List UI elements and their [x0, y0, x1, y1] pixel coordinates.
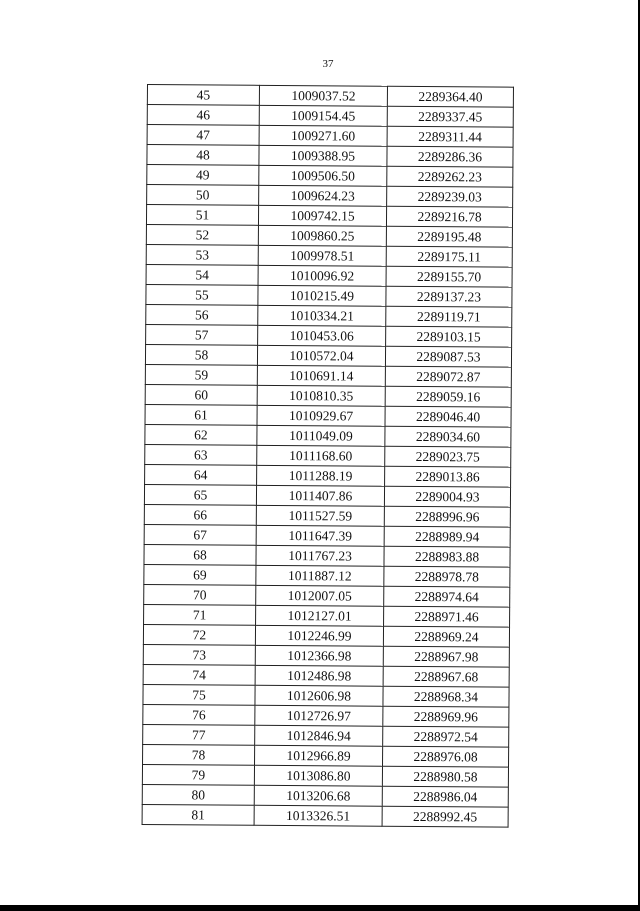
- point-number-cell: 50: [147, 185, 259, 206]
- easting-cell: 1011049.09: [257, 425, 385, 446]
- point-number-cell: 63: [145, 444, 257, 465]
- easting-cell: 1010572.04: [257, 345, 385, 366]
- point-number-cell: 68: [144, 544, 256, 565]
- table-row: [145, 364, 511, 387]
- easting-cell: 1012246.99: [255, 625, 383, 646]
- northing-cell: 2289119.71: [386, 306, 512, 327]
- point-number-cell: 76: [143, 704, 255, 725]
- table-row: [145, 404, 511, 427]
- point-number-cell: 64: [145, 464, 257, 485]
- table-row: [146, 304, 512, 327]
- easting-cell: 1009624.23: [259, 185, 387, 206]
- easting-cell: 1009037.52: [259, 85, 387, 106]
- easting-cell: 1009388.95: [259, 145, 387, 166]
- northing-cell: 2289046.40: [385, 406, 511, 427]
- point-number-cell: 73: [143, 644, 255, 665]
- table-row: [146, 224, 512, 247]
- table-row: [143, 744, 509, 767]
- table-row: [147, 145, 513, 168]
- table-row: [143, 724, 509, 747]
- table-row: [143, 644, 509, 667]
- table-row: [146, 324, 512, 347]
- table-row: [143, 624, 509, 647]
- point-number-cell: 74: [143, 664, 255, 685]
- northing-cell: 2288974.64: [384, 586, 510, 607]
- northing-cell: 2288967.68: [383, 666, 509, 687]
- northing-cell: 2288972.54: [383, 726, 509, 747]
- northing-cell: 2288983.88: [384, 546, 510, 567]
- easting-cell: 1010215.49: [258, 285, 386, 306]
- easting-cell: 1010096.92: [258, 265, 386, 286]
- table-row: [144, 604, 510, 627]
- point-number-cell: 72: [143, 624, 255, 645]
- point-number-cell: 51: [146, 205, 258, 226]
- point-number-cell: 77: [143, 724, 255, 745]
- easting-cell: 1011887.12: [256, 565, 384, 586]
- point-number-cell: 52: [146, 224, 258, 245]
- table-row: [143, 664, 509, 687]
- northing-cell: 2288967.98: [383, 646, 509, 667]
- northing-cell: 2289155.70: [386, 266, 512, 287]
- northing-cell: 2289137.23: [386, 286, 512, 307]
- easting-cell: 1010453.06: [258, 325, 386, 346]
- northing-cell: 2288986.04: [382, 786, 508, 807]
- easting-cell: 1013086.80: [254, 765, 382, 786]
- northing-cell: 2289311.44: [387, 126, 513, 147]
- point-number-cell: 56: [146, 304, 258, 325]
- easting-cell: 1009742.15: [258, 205, 386, 226]
- easting-cell: 1012486.98: [255, 665, 383, 686]
- point-number-cell: 48: [147, 145, 259, 166]
- easting-cell: 1013206.68: [254, 785, 382, 806]
- table-row: [142, 784, 508, 807]
- northing-cell: 2288969.24: [383, 626, 509, 647]
- table-row: [147, 85, 513, 108]
- point-number-cell: 78: [143, 744, 255, 765]
- point-number-cell: 75: [143, 684, 255, 705]
- easting-cell: 1012366.98: [255, 645, 383, 666]
- point-number-cell: 79: [142, 764, 254, 785]
- table-row: [144, 564, 510, 587]
- northing-cell: 2288989.94: [384, 526, 510, 547]
- table-row: [145, 464, 511, 487]
- table-row: [146, 284, 512, 307]
- northing-cell: 2289364.40: [387, 86, 513, 107]
- easting-cell: 1011407.86: [256, 485, 384, 506]
- northing-cell: 2288980.58: [382, 766, 508, 787]
- easting-cell: 1011288.19: [257, 465, 385, 486]
- coordinates-table-body: [142, 85, 513, 828]
- table-row: [142, 804, 508, 827]
- northing-cell: 2288971.46: [384, 606, 510, 627]
- northing-cell: 2289195.48: [386, 226, 512, 247]
- point-number-cell: 61: [145, 404, 257, 425]
- table-row: [144, 524, 510, 547]
- northing-cell: 2288969.96: [383, 706, 509, 727]
- point-number-cell: 70: [144, 584, 256, 605]
- northing-cell: 2289216.78: [386, 206, 512, 227]
- point-number-cell: 47: [147, 125, 259, 146]
- northing-cell: 2289103.15: [386, 326, 512, 347]
- point-number-cell: 45: [147, 85, 259, 106]
- table-row: [146, 244, 512, 267]
- northing-cell: 2289175.11: [386, 246, 512, 267]
- table-row: [147, 105, 513, 128]
- northing-cell: 2289034.60: [385, 426, 511, 447]
- easting-cell: 1012007.05: [256, 585, 384, 606]
- point-number-cell: 80: [142, 784, 254, 805]
- table-row: [147, 185, 513, 208]
- point-number-cell: 58: [145, 344, 257, 365]
- table-row: [147, 165, 513, 188]
- northing-cell: 2289072.87: [385, 366, 511, 387]
- table-row: [143, 684, 509, 707]
- table-row: [147, 125, 513, 148]
- page-number: 37: [322, 58, 334, 70]
- northing-cell: 2289087.53: [385, 346, 511, 367]
- table-row: [144, 544, 510, 567]
- northing-cell: 2288976.08: [383, 746, 509, 767]
- northing-cell: 2288978.78: [384, 566, 510, 587]
- coordinates-table: [142, 84, 514, 828]
- point-number-cell: 69: [144, 564, 256, 585]
- easting-cell: 1010810.35: [257, 385, 385, 406]
- point-number-cell: 67: [144, 524, 256, 545]
- point-number-cell: 46: [147, 105, 259, 126]
- table-row: [145, 444, 511, 467]
- point-number-cell: 60: [145, 384, 257, 405]
- point-number-cell: 65: [144, 484, 256, 505]
- northing-cell: 2289239.03: [387, 186, 513, 207]
- table-row: [144, 584, 510, 607]
- point-number-cell: 57: [146, 324, 258, 345]
- northing-cell: 2288968.34: [383, 686, 509, 707]
- easting-cell: 1009978.51: [258, 245, 386, 266]
- table-row: [142, 764, 508, 787]
- easting-cell: 1010929.67: [257, 405, 385, 426]
- table-row: [143, 704, 509, 727]
- northing-cell: 2288996.96: [384, 506, 510, 527]
- easting-cell: 1012127.01: [256, 605, 384, 626]
- northing-cell: 2289262.23: [387, 166, 513, 187]
- point-number-cell: 71: [144, 604, 256, 625]
- northing-cell: 2288992.45: [382, 806, 508, 827]
- northing-cell: 2289023.75: [385, 446, 511, 467]
- easting-cell: 1010334.21: [258, 305, 386, 326]
- easting-cell: 1012606.98: [255, 685, 383, 706]
- northing-cell: 2289286.36: [387, 146, 513, 167]
- table-row: [146, 264, 512, 287]
- easting-cell: 1009860.25: [258, 225, 386, 246]
- easting-cell: 1012966.89: [255, 745, 383, 766]
- northing-cell: 2289004.93: [384, 486, 510, 507]
- point-number-cell: 54: [146, 264, 258, 285]
- easting-cell: 1011168.60: [257, 445, 385, 466]
- table-row: [145, 384, 511, 407]
- easting-cell: 1010691.14: [257, 365, 385, 386]
- northing-cell: 2289013.86: [385, 466, 511, 487]
- easting-cell: 1009154.45: [259, 105, 387, 126]
- easting-cell: 1009506.50: [259, 165, 387, 186]
- easting-cell: 1011767.23: [256, 545, 384, 566]
- easting-cell: 1012726.97: [255, 705, 383, 726]
- table-row: [144, 484, 510, 507]
- point-number-cell: 55: [146, 284, 258, 305]
- easting-cell: 1011647.39: [256, 525, 384, 546]
- easting-cell: 1012846.94: [255, 725, 383, 746]
- easting-cell: 1011527.59: [256, 505, 384, 526]
- point-number-cell: 53: [146, 244, 258, 265]
- northing-cell: 2289337.45: [387, 106, 513, 127]
- table-row: [145, 344, 511, 367]
- easting-cell: 1013326.51: [254, 805, 382, 826]
- point-number-cell: 59: [145, 364, 257, 385]
- northing-cell: 2289059.16: [385, 386, 511, 407]
- easting-cell: 1009271.60: [259, 125, 387, 146]
- point-number-cell: 49: [147, 165, 259, 186]
- point-number-cell: 66: [144, 504, 256, 525]
- table-row: [144, 504, 510, 527]
- table-row: [146, 205, 512, 228]
- point-number-cell: 81: [142, 804, 254, 825]
- point-number-cell: 62: [145, 424, 257, 445]
- table-row: [145, 424, 511, 447]
